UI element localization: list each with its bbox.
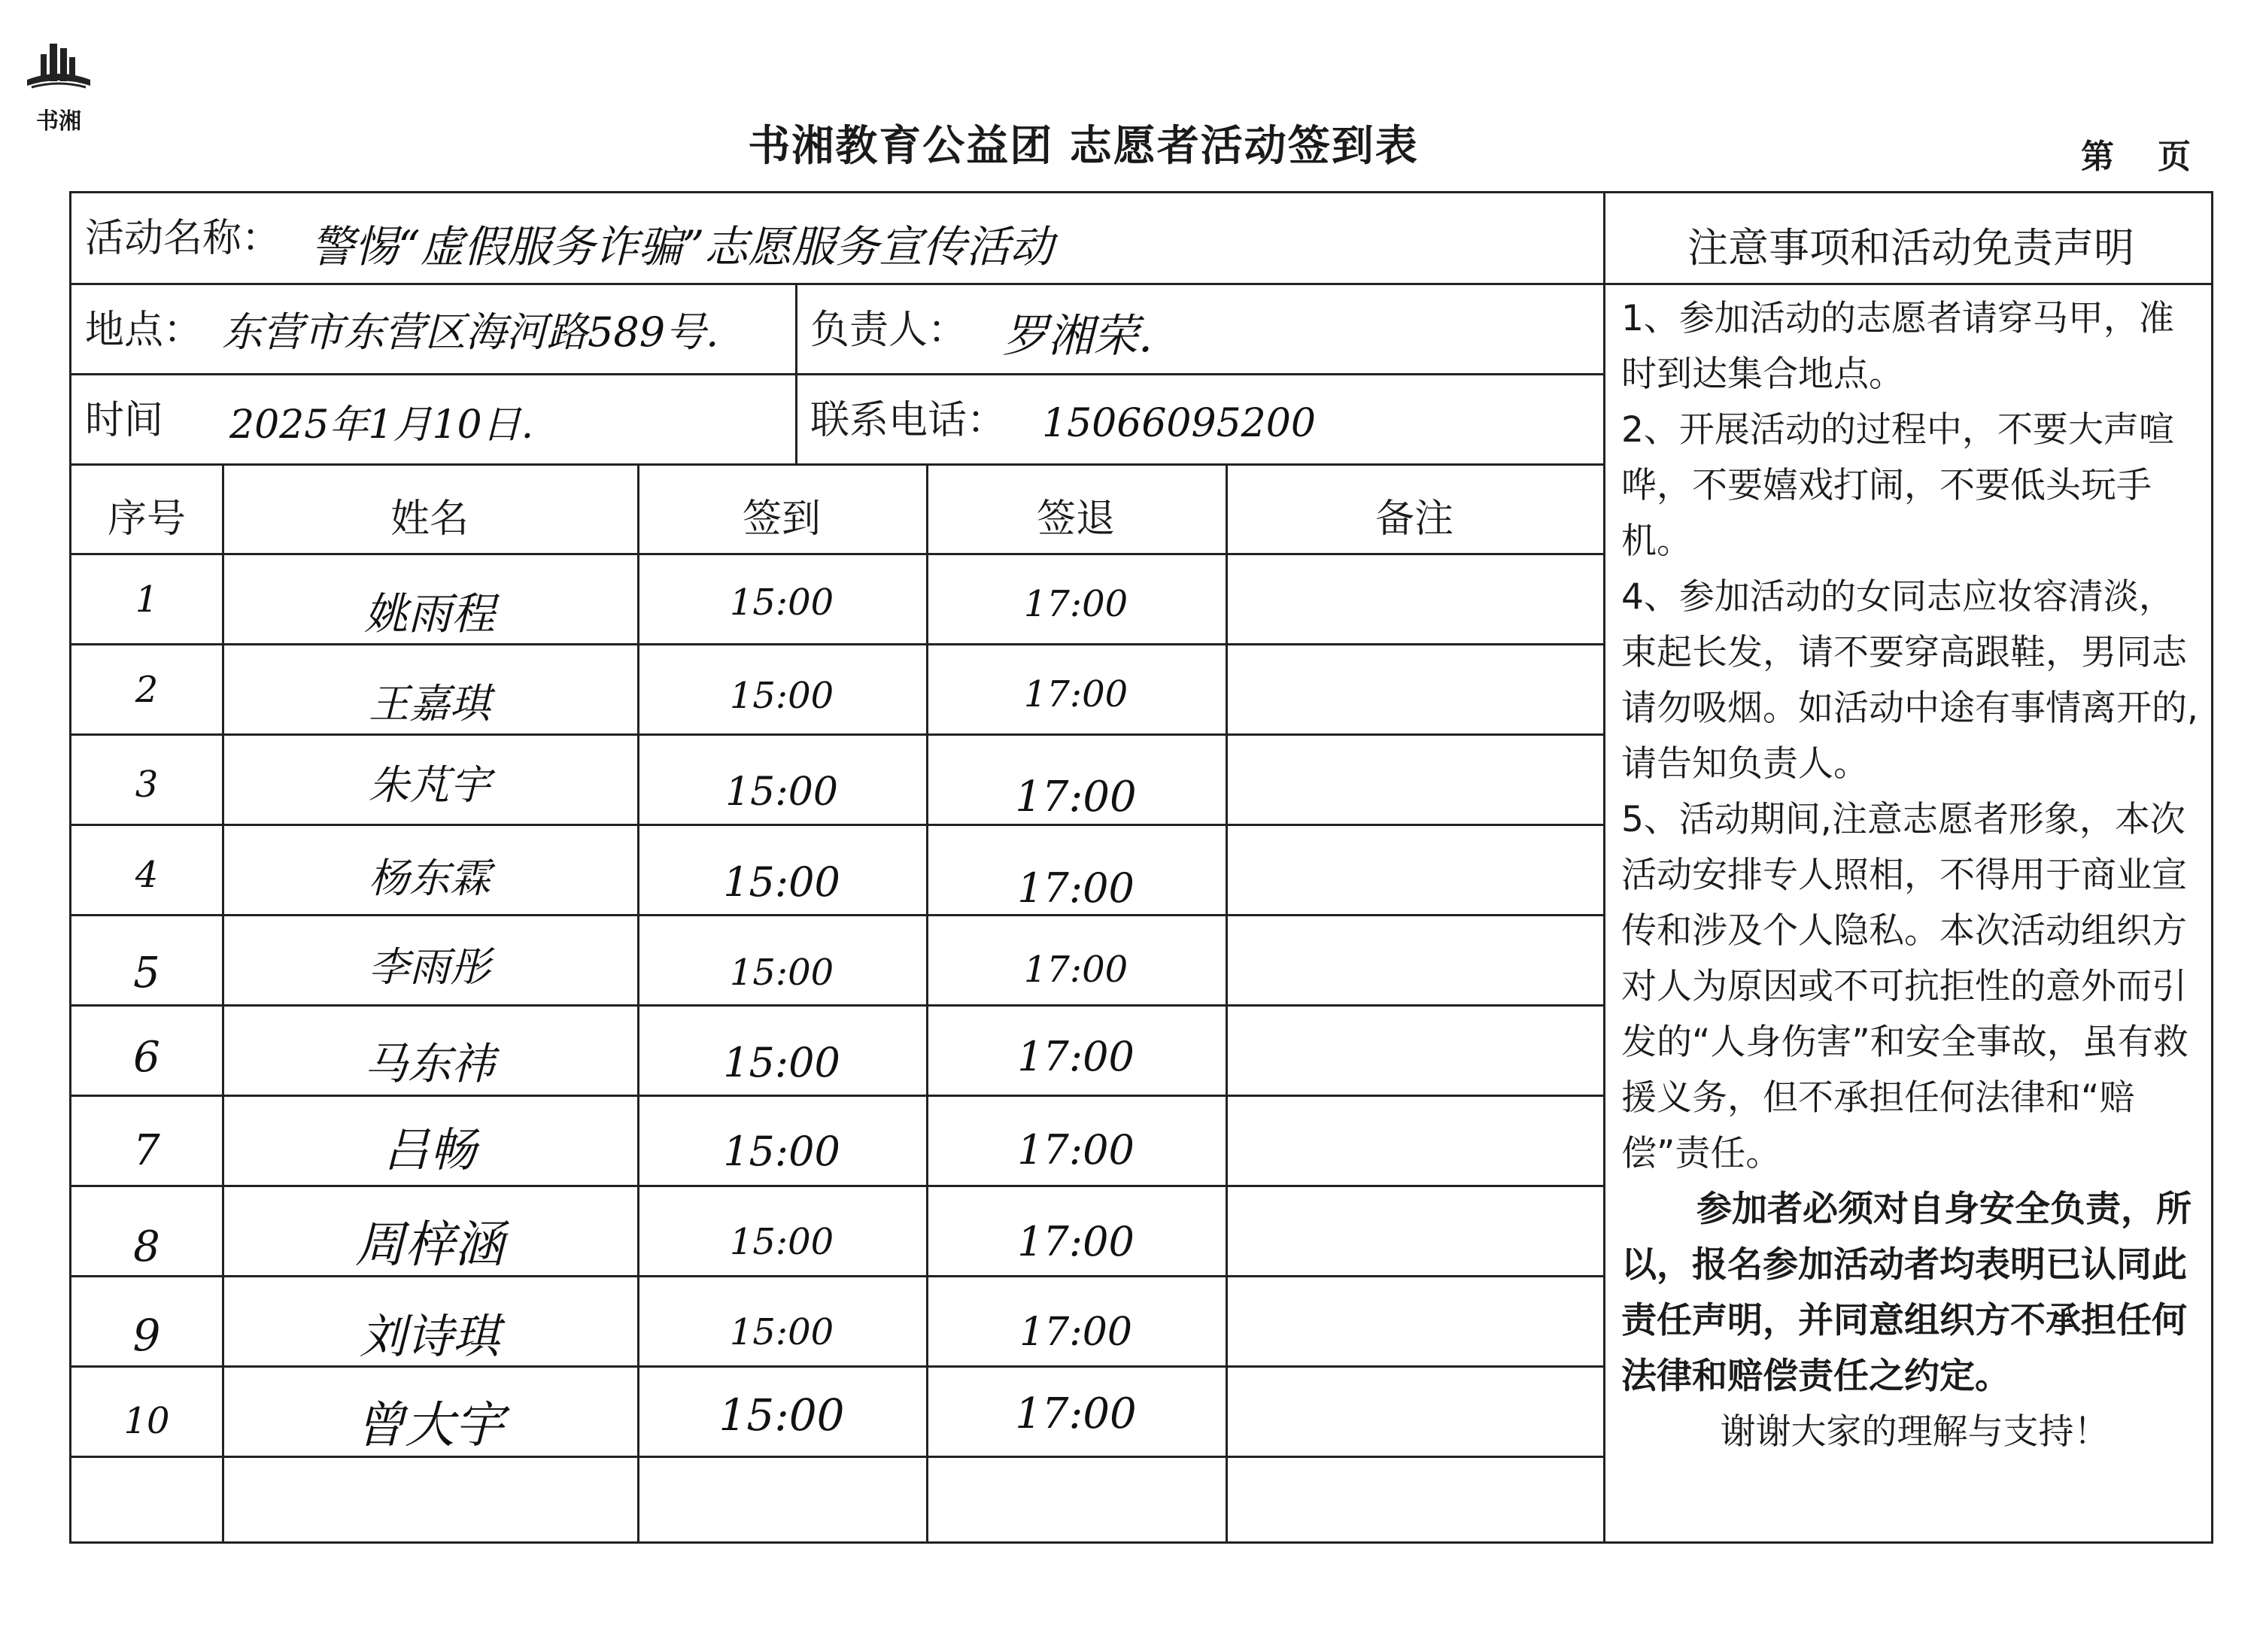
row-no: 2 — [135, 669, 159, 711]
row-no: 1 — [135, 579, 159, 621]
row-name: 曾大宇 — [355, 1396, 504, 1454]
row-sign-out: 17:00 — [1023, 949, 1128, 991]
row-sign-in: 15:00 — [729, 1221, 834, 1263]
notice-item: 5、活动期间,注意志愿者形象，本次活动安排专人照相，不得用于商业宣传和涉及个人隐私。本次活动组织方对人为原因或不可抗拒性的意外而引发的“人身伤害”和安全事故，虽有救援义务，但不承担任何法律和“赔偿”责任。 — [1621, 799, 2189, 1174]
location-value: 东营市东营区海河路589号. — [222, 308, 719, 356]
page-number-label — [2081, 129, 2191, 178]
row-no: 3 — [135, 764, 159, 806]
row-sign-in: 15:00 — [729, 952, 834, 994]
leader-label: 负责人： — [810, 308, 967, 353]
row-no: 8 — [133, 1222, 160, 1271]
leader-value: 罗湘荣. — [1003, 310, 1153, 363]
row-sign-out: 17:00 — [1015, 773, 1137, 821]
row-name: 周梓涵 — [355, 1216, 504, 1274]
thanks-text: 谢谢大家的理解与支持！ — [1720, 1411, 2110, 1453]
rule-line — [71, 283, 1603, 285]
notice-item: 4、参加活动的女同志应妆容清淡，束起长发，请不要穿高跟鞋，男同志请勿吸烟。如活动中途有事情离开的,请告知负责人。 — [1621, 576, 2198, 785]
building-logo-icon — [21, 38, 96, 98]
column-header-name: 姓名 — [390, 497, 469, 542]
row-sign-out: 17:00 — [1023, 673, 1128, 715]
row-name: 李雨彤 — [369, 943, 491, 991]
notice-item: 2、开展活动的过程中，不要大声喧哗，不要嬉戏打闹，不要低头玩手机。 — [1621, 409, 2174, 562]
row-sign-out: 17:00 — [1023, 583, 1128, 625]
row-no: 7 — [133, 1126, 160, 1175]
rule-line — [1226, 463, 1228, 1541]
phone-value: 15066095200 — [1042, 401, 1316, 446]
rule-line — [795, 283, 797, 463]
column-header-note: 备注 — [1374, 497, 1453, 542]
column-header-sign-in: 签到 — [742, 497, 821, 542]
row-name: 马东祎 — [363, 1038, 495, 1089]
page-label-right: 页 — [2158, 138, 2191, 176]
row-no: 5 — [133, 949, 160, 998]
rule-line — [71, 1185, 1603, 1187]
notice-divider — [1603, 193, 1605, 1541]
activity-name-label: 活动名称： — [85, 216, 281, 261]
row-name: 王嘉琪 — [369, 680, 491, 727]
rule-line — [71, 463, 1603, 466]
liability-statement: 参加者必须对自身安全负责，所以，报名参加活动者均表明已认同此责任声明，并同意组织方不承担任何法律和赔偿责任之约定。 — [1621, 1189, 2192, 1397]
row-no: 6 — [133, 1033, 160, 1082]
row-sign-out: 17:00 — [1019, 1310, 1132, 1355]
row-sign-in: 15:00 — [723, 1128, 840, 1175]
row-sign-in: 15:00 — [729, 582, 834, 624]
rule-line — [71, 643, 1603, 645]
time-value: 2025年1月10日. — [229, 402, 534, 448]
column-header-no: 序号 — [107, 497, 186, 542]
rule-line — [71, 1095, 1603, 1097]
row-no: 9 — [132, 1310, 161, 1361]
rule-line — [71, 733, 1603, 736]
row-sign-out: 17:00 — [1017, 864, 1135, 912]
row-sign-out: 17:00 — [1017, 1033, 1135, 1080]
row-sign-out: 17:00 — [1017, 1218, 1135, 1265]
location-label: 地点： — [85, 308, 203, 353]
row-name: 姚雨程 — [363, 588, 495, 639]
row-no: 10 — [123, 1400, 170, 1442]
notice-title: 注意事项和活动免责声明 — [1687, 224, 2134, 272]
rule-line — [71, 553, 1603, 555]
rule-line — [71, 824, 1603, 826]
row-sign-in: 15:00 — [723, 1039, 840, 1086]
activity-name-value: 警惕“虚假服务诈骗”志愿服务宣传活动 — [311, 221, 1054, 272]
row-no: 4 — [135, 854, 159, 896]
row-sign-out: 17:00 — [1015, 1389, 1137, 1438]
logo-text: 书湘 — [36, 108, 81, 135]
rule-line — [637, 463, 639, 1541]
time-label: 时间 — [85, 398, 164, 443]
row-sign-in: 15:00 — [729, 675, 834, 717]
page-label-left: 第 — [2081, 138, 2114, 176]
rule-line — [71, 914, 1603, 916]
row-sign-out: 17:00 — [1017, 1126, 1135, 1174]
phone-label: 联系电话： — [810, 398, 1007, 443]
row-name: 杨东霖 — [369, 855, 491, 902]
row-sign-in: 15:00 — [723, 858, 840, 906]
rule-line — [71, 373, 1603, 375]
form-title: 书湘教育公益团 志愿者活动签到表 — [748, 122, 1419, 171]
row-name: 朱芃宇 — [369, 761, 491, 809]
notice-body — [1621, 291, 2208, 1460]
rule-line — [1603, 283, 2211, 285]
row-sign-in: 15:00 — [725, 770, 838, 815]
row-sign-in: 15:00 — [718, 1389, 845, 1441]
row-name: 刘诗琪 — [359, 1309, 500, 1364]
column-header-sign-out: 签退 — [1036, 497, 1115, 542]
signin-sheet — [69, 191, 2213, 1544]
notice-item: 1、参加活动的志愿者请穿马甲，准时到达集合地点。 — [1621, 298, 2174, 395]
row-sign-in: 15:00 — [729, 1311, 834, 1353]
row-name: 吕畅 — [382, 1122, 476, 1177]
rule-line — [71, 1004, 1603, 1007]
